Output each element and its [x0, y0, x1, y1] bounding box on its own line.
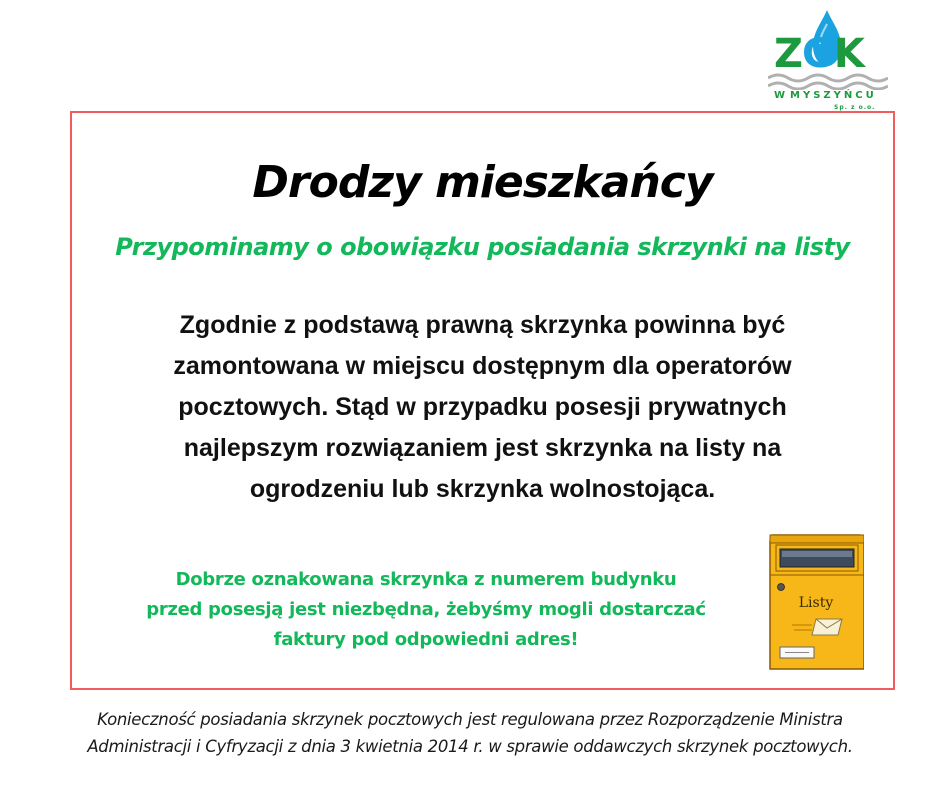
logo-letter-g: G [802, 31, 834, 77]
notice-frame [70, 111, 895, 690]
logo-town: MYSZYŃCU [790, 90, 877, 101]
logo-town-name [774, 90, 877, 101]
mailbox-icon [768, 531, 864, 671]
legal-footnote [0, 706, 940, 760]
body-line: Zgodnie z podstawą prawną skrzynka powinna być [179, 311, 786, 339]
logo-letters [774, 31, 864, 77]
mailbox-label: Listy [798, 595, 834, 611]
logo-legal-form: Sp. z o.o. [834, 104, 876, 111]
waves-icon [768, 72, 888, 90]
footer-line: Konieczność posiadania skrzynek pocztowych jest regulowana przez Rozporządzenie Ministra [97, 710, 843, 729]
body-line: najlepszym rozwiązaniem jest skrzynka na listy na [183, 434, 782, 462]
notice-subtitle: Przypominamy o obowiązku posiadania skrzynki na listy [115, 233, 850, 261]
logo-letter-k: K [833, 31, 864, 77]
note-line: przed posesją jest niezbędna, żebyśmy mogli dostarczać [146, 599, 706, 620]
footer-line: Administracji i Cyfryzacji z dnia 3 kwietnia 2014 r. w sprawie oddawczych skrzynek pocztowych. [87, 737, 853, 756]
logo-town-prefix: W [774, 90, 787, 101]
notice-body [102, 305, 863, 510]
body-line: ogrodzeniu lub skrzynka wolnostojąca. [249, 475, 716, 503]
note-line: Dobrze oznakowana skrzynka z numerem budynku [175, 569, 677, 590]
zgk-logo [766, 8, 890, 112]
note-line: faktury pod odpowiedni adres! [273, 629, 579, 650]
notice-note [96, 565, 756, 655]
notice-title: Drodzy mieszkańcy [252, 157, 713, 208]
body-line: zamontowana w miejscu dostępnym dla operatorów [173, 352, 792, 380]
logo-letter-z: Z [774, 31, 803, 77]
body-line: pocztowych. Stąd w przypadku posesji prywatnych [178, 393, 787, 421]
